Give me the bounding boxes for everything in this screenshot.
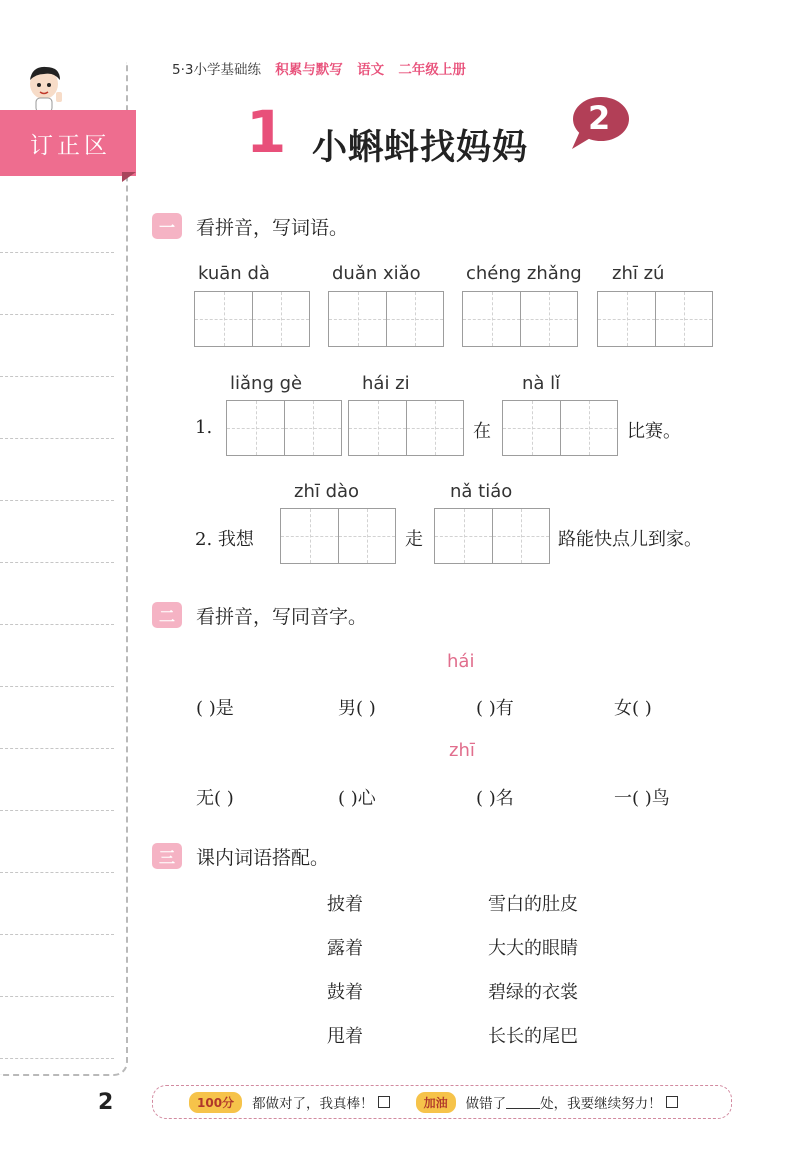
q2-mid: 走: [405, 529, 423, 550]
subject-name: 语文: [357, 62, 385, 78]
homophone-item[interactable]: ( )名: [476, 788, 514, 809]
pinyin-q2b: nǎ tiáo: [450, 481, 513, 502]
homophone-pinyin-1: hái: [447, 651, 475, 672]
homophone-item[interactable]: 男( ): [338, 698, 376, 719]
self-check-bar: [152, 1085, 732, 1119]
answer-grid[interactable]: [328, 291, 444, 347]
match-right-item[interactable]: 长长的尾巴: [488, 1026, 578, 1047]
q2-end: 路能快点儿到家。: [558, 529, 702, 550]
match-right-item[interactable]: 大大的眼睛: [488, 938, 578, 959]
tab-fold: [122, 172, 136, 182]
wrong-count-blank[interactable]: [506, 1096, 540, 1109]
page-number: 2: [98, 1090, 114, 1115]
match-left-item[interactable]: 甩着: [327, 1026, 363, 1047]
book-name: 积累与默写: [275, 62, 343, 78]
pinyin-q1a: liǎng gè: [230, 373, 303, 394]
pinyin-1: kuān dà: [198, 263, 270, 284]
correction-margin: [0, 62, 128, 1076]
q1-number: 1.: [195, 417, 213, 438]
all-correct-text: 都做对了，我真棒！: [252, 1096, 374, 1112]
correction-tab: [0, 110, 136, 176]
grade-name: 二年级上册: [398, 62, 466, 78]
pinyin-3: chéng zhǎng: [466, 263, 582, 284]
homophone-item[interactable]: ( )心: [338, 788, 376, 809]
homophone-item[interactable]: 一( )鸟: [614, 788, 670, 809]
answer-grid[interactable]: [226, 400, 342, 456]
running-header: [172, 58, 466, 78]
homophone-item[interactable]: ( )是: [196, 698, 234, 719]
match-left-item[interactable]: 鼓着: [327, 982, 363, 1003]
pinyin-2: duǎn xiǎo: [332, 263, 421, 284]
full-score-badge: 100分: [189, 1092, 242, 1113]
wrong-text-a: 做错了: [465, 1096, 507, 1112]
section3-title: 课内词语搭配。: [196, 847, 330, 869]
part-number: 2: [588, 99, 611, 137]
answer-grid[interactable]: [348, 400, 464, 456]
answer-grid[interactable]: [502, 400, 618, 456]
pinyin-q2a: zhī dào: [294, 481, 360, 502]
answer-grid[interactable]: [434, 508, 550, 564]
section3-badge: 三: [152, 843, 182, 869]
homophone-item[interactable]: ( )有: [476, 698, 514, 719]
answer-grid[interactable]: [462, 291, 578, 347]
all-correct-checkbox[interactable]: [378, 1096, 390, 1108]
match-right-item[interactable]: 碧绿的衣裳: [488, 982, 578, 1003]
lesson-number: 1: [246, 98, 287, 166]
pinyin-4: zhī zú: [612, 263, 665, 284]
q1-mid: 在: [473, 421, 491, 442]
section2-badge: 二: [152, 602, 182, 628]
answer-grid[interactable]: [194, 291, 310, 347]
part-bubble: [568, 95, 630, 151]
section2-title: 看拼音，写同音字。: [196, 606, 368, 628]
q1-end: 比赛。: [627, 421, 681, 442]
lesson-title: 小蝌蚪找妈妈: [312, 128, 529, 168]
wrong-text-b: 处，我要继续努力！: [540, 1096, 662, 1112]
series-name: 5·3小学基础练: [172, 62, 261, 78]
keep-trying-checkbox[interactable]: [666, 1096, 678, 1108]
homophone-pinyin-2: zhī: [449, 740, 475, 761]
match-left-item[interactable]: 露着: [327, 938, 363, 959]
cheer-badge: 加油: [416, 1092, 456, 1113]
answer-grid[interactable]: [280, 508, 396, 564]
pinyin-q1b: hái zi: [362, 373, 410, 394]
section1-title: 看拼音，写词语。: [196, 217, 349, 239]
match-left-item[interactable]: 披着: [327, 894, 363, 915]
section1-badge: 一: [152, 213, 182, 239]
answer-grid[interactable]: [597, 291, 713, 347]
match-right-item[interactable]: 雪白的肚皮: [488, 894, 578, 915]
q2-start: 2. 我想: [195, 529, 254, 550]
homophone-item[interactable]: 无( ): [196, 788, 234, 809]
homophone-item[interactable]: 女( ): [614, 698, 652, 719]
correction-tab-label: 订正区: [30, 132, 111, 159]
pinyin-q1c: nà lǐ: [522, 373, 561, 394]
mascot-icon: [20, 62, 74, 114]
